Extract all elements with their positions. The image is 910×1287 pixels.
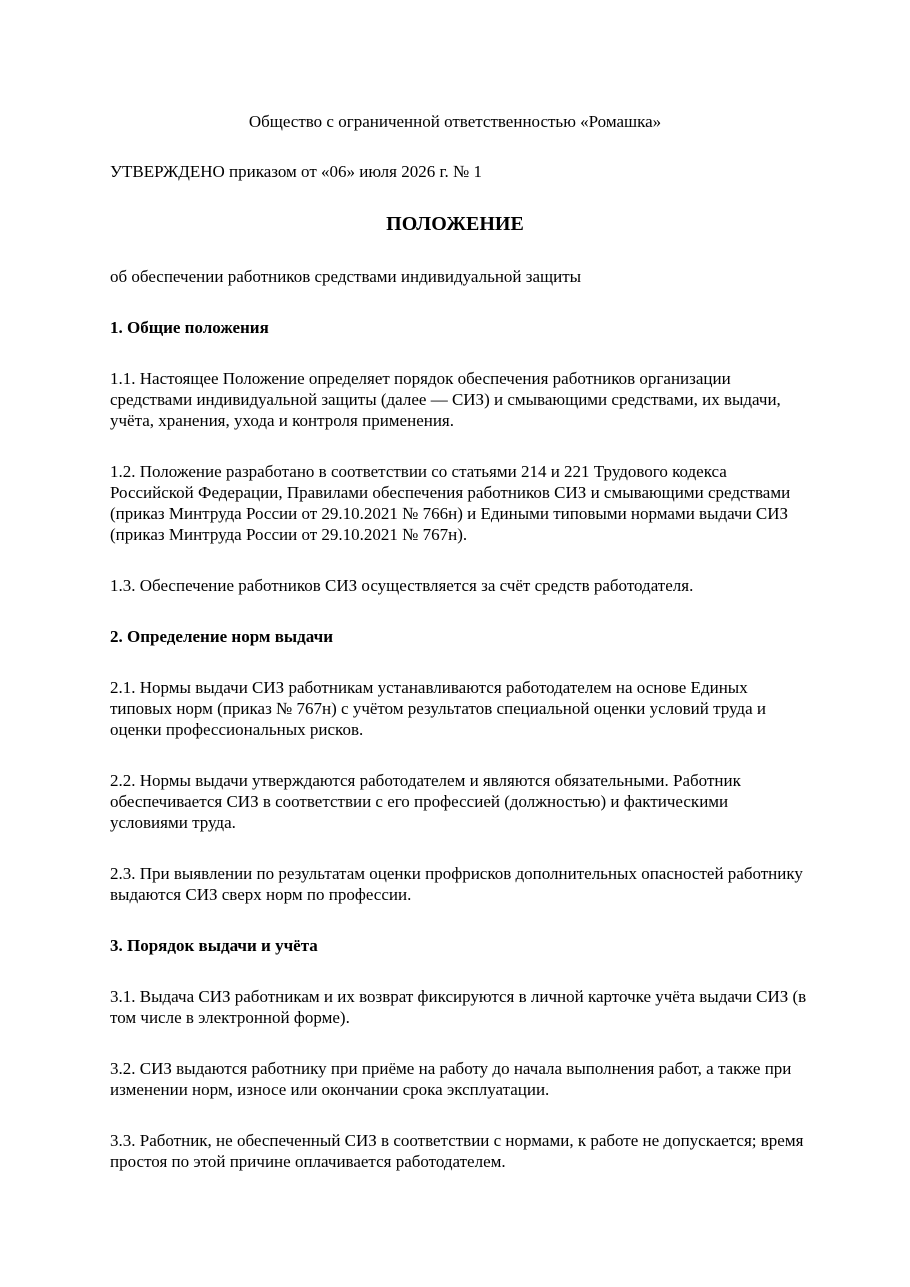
document-title: ПОЛОЖЕНИЕ [386, 213, 524, 235]
paragraph-3-1: 3.1. Выдача СИЗ работникам и их возврат фиксируются в личной карточке учёта выдачи СИЗ (в том числе в электронной форме). [110, 987, 807, 1027]
document-body [110, 317, 810, 1202]
document-subtitle: об обеспечении работников средствами индивидуальной защиты [110, 267, 582, 286]
section-general [110, 317, 810, 596]
paragraph-2-3: 2.3. При выявлении по результатам оценки профрисков дополнительных опасностей работнику выдаются СИЗ сверх норм по профессии. [110, 864, 803, 904]
paragraph-1-3: 1.3. Обеспечение работников СИЗ осуществляется за счёт средств работодателя. [110, 576, 694, 595]
paragraph-1-2: 1.2. Положение разработано в соответствии со статьями 214 и 221 Трудового кодекса Российской Федерации, Правилами обеспечения работников СИЗ и смывающими средствами (приказ Минтруда России от 29.10.2021 № 766н) и Едиными типовыми нормами выдачи СИЗ (приказ Минтруда России от 29.10.2021 № 767н). [110, 462, 791, 544]
section-heading: 1. Общие положения [110, 318, 269, 337]
paragraph-2-2: 2.2. Нормы выдачи утверждаются работодателем и являются обязательными. Работник обеспечивается СИЗ в соответствии с его профессией (должностью) и фактическими условиями труда. [110, 771, 741, 832]
paragraph-3-2: 3.2. СИЗ выдаются работнику при приёме на работу до начала выполнения работ, а также при изменении норм, износе или окончании срока эксплуатации. [110, 1059, 792, 1099]
section-norms [110, 626, 810, 905]
section-issuance [110, 935, 810, 1172]
section-heading: 2. Определение норм выдачи [110, 627, 333, 646]
paragraph-2-1: 2.1. Нормы выдачи СИЗ работникам устанавливаются работодателем на основе Единых типовых норм (приказ № 767н) с учётом результатов специальной оценки условий труда и оценки профессиональных рисков. [110, 678, 766, 739]
section-heading: 3. Порядок выдачи и учёта [110, 936, 318, 955]
paragraph-1-1: 1.1. Настоящее Положение определяет порядок обеспечения работников организации средствами индивидуальной защиты (далее — СИЗ) и смывающими средствами, их выдачи, учёта, хранения, ухода и контроля применения. [110, 369, 781, 430]
approval-line: УТВЕРЖДЕНО приказом от «06» июля 2026 г. № 1 [110, 162, 482, 181]
organization-name: Общество с ограниченной ответственностью «Ромашка» [248, 112, 662, 131]
paragraph-3-3: 3.3. Работник, не обеспеченный СИЗ в соответствии с нормами, к работе не допускается; время простоя по этой причине оплачивается работодателем. [110, 1131, 804, 1171]
